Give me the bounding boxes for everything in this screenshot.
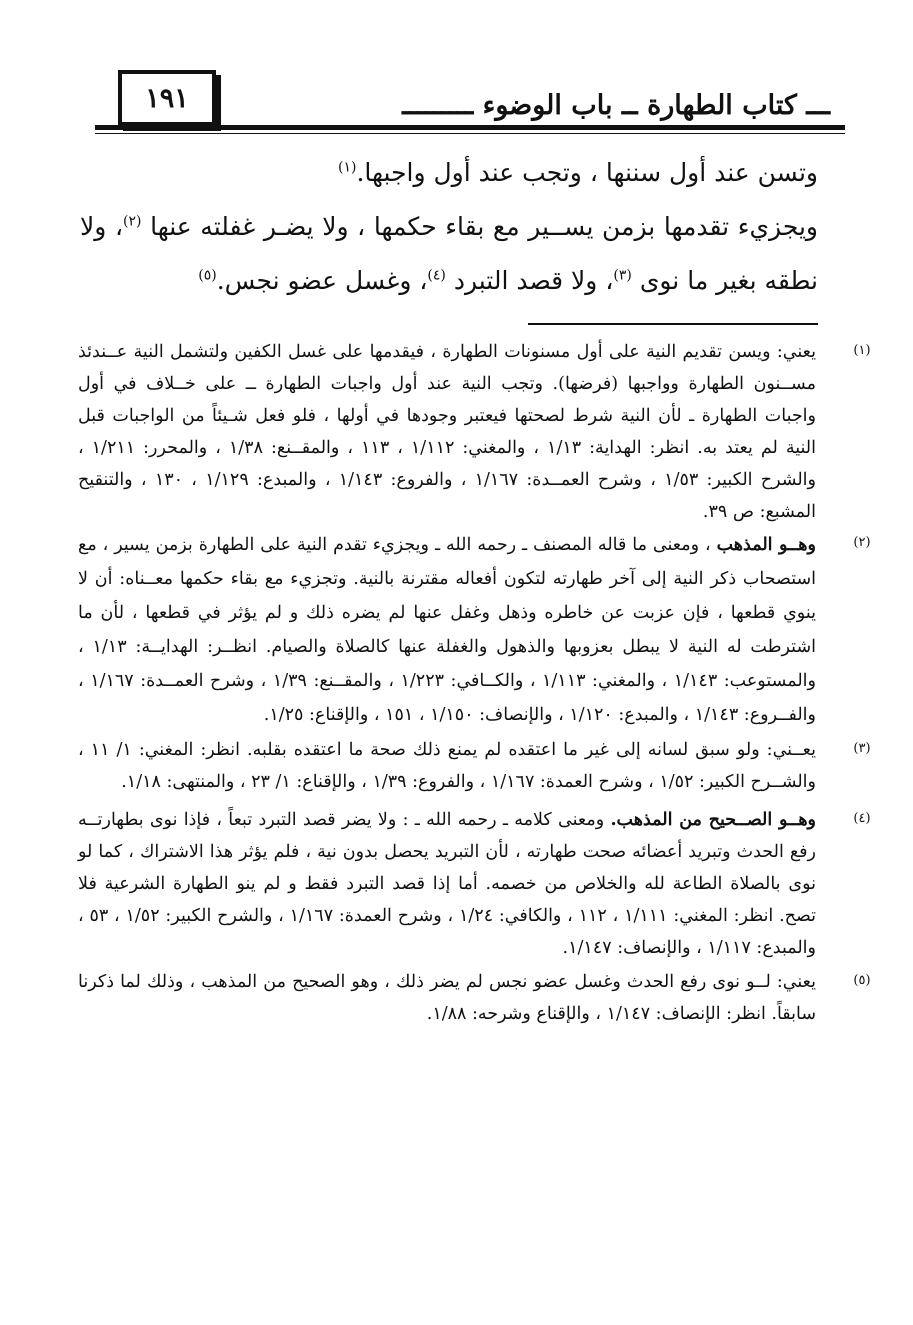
- footnote-marker: (١): [853, 343, 871, 358]
- footnote-marker: (٣): [853, 741, 871, 756]
- footnote-body: ومعنى كلامه ـ رحمه الله ـ : ولا يضر قصد التبرد تبعاً ، فإذا نوى بطهارتــه رفع الحدث وتبريد أعضائه صحت طهارته ، لأن التبريد يحصل بدون نية ، فلم يؤثر هذا الاشتراك ، كما لو نوى بالصلاة الطاعة لله والخلاص من خصمه. أما إذا قصد التبرد فقط و لم ينو الطهارة الشرعية فلا تصح. انظر: المغني: ١/١١١ ، ١١٢ ، والكافي: ١/٢٤ ، وشرح العمدة: ١/١٦٧ ، والشرح الكبير: ١/٥٢ ، ٥٣ ، والمبدع: ١/١١٧ ، والإنصاف: ١/١٤٧.: [78, 810, 816, 958]
- note-ref-3: (٣): [613, 267, 632, 284]
- main-paragraph-2: [80, 200, 818, 308]
- main-text-segment: ، وغسل عضو نجس.: [216, 266, 428, 295]
- main-text-segment: ويجزيء تقدمها بزمن يســير مع بقاء حكمها ، ولا يضـر غفلته عنها: [150, 212, 818, 241]
- footnote-2: [78, 528, 908, 732]
- note-ref-5: (٥): [198, 267, 217, 284]
- running-title: ـــ كتاب الطهارة ــ باب الوضوء ـــــــــ: [402, 90, 830, 121]
- footnote-text: [78, 528, 816, 732]
- page-number-box: [118, 70, 216, 126]
- footnote-text: [78, 734, 816, 798]
- footnote-marker: (٤): [853, 811, 871, 826]
- footnote-body: يعني: لــو نوى رفع الحدث وغسل عضو نجس لم يضر ذلك ، وهو الصحيح من المذهب ، وذلك لما ذكرنا سابقاً. انظر: الإنصاف: ١/١٤٧ ، والإقناع وشرحه: ١/٨٨.: [78, 972, 816, 1024]
- note-ref-2: (٢): [123, 213, 142, 230]
- footnote-separator: [528, 323, 818, 325]
- footnote-3: [78, 734, 908, 798]
- main-text-segment: ، ولا قصد التبرد: [453, 266, 614, 295]
- footnote-body: ، ومعنى ما قاله المصنف ـ رحمه الله ـ ويجزيء تقدم النية على الطهارة بزمن يسير ، مع استصحاب ذكر النية إلى آخر طهارته لتكون أفعاله مقترنة بالنية. وتجزيء مع بقاء حكمها معــناه: أن لا ينوي قطعها ، فإن عزبت عن خاطره وذهل وغفل عنها لم يضره ذلك و لم يؤثر في قطعها ، لأن ما اشترطت له النية لا يبطل بعزوبها والذهول والغفلة عنها كالصلاة والصيام. انظــر: الهدايــة: ١/١٣ ، والمستوعب: ١/١٤٣ ، والمغني: ١/١١٣ ، والكــافي: ١/٢٢٣ ، والمقــنع: ١/٣٩ ، وشرح العمــدة: ١/١٦٧ ، والفــروع: ١/١٤٣ ، والمبدع: ١/١٢٠ ، والإنصاف: ١/١٥٠ ، ١٥١ ، والإقناع: ١/٢٥.: [78, 535, 816, 725]
- footnote-text: [78, 336, 816, 528]
- footnote-1: [78, 336, 908, 528]
- footnote-bold-lead: وهــو المذهب: [716, 535, 816, 555]
- main-text: [80, 146, 818, 308]
- footnote-marker: (٢): [853, 535, 871, 550]
- footnote-body: يعــني: ولو سبق لسانه إلى غير ما اعتقده لم يمنع ذلك صحة ما اعتقده بقلبه. انظر: المغني: ١/ ١١ ، والشــرح الكبير: ١/٥٢ ، وشرح العمدة: ١/١٦٧ ، والفروع: ١/٣٩ ، والإقناع: ١/ ٢٣ ، والمنتهى: ١/١٨.: [78, 740, 816, 792]
- footnote-4: [78, 804, 908, 964]
- footnote-text: [78, 966, 816, 1030]
- page-number: ١٩١: [145, 82, 189, 114]
- header-rule-thin: [95, 133, 845, 134]
- footnote-text: [78, 804, 816, 964]
- header-rule-thick: [95, 125, 845, 130]
- main-text-line: وتسن عند أول سننها ، وتجب عند أول واجبها.: [356, 158, 818, 187]
- footnote-body: يعني: ويسن تقديم النية على أول مسنونات الطهارة ، فيقدمها على غسل الكفين ولتشمل النية عــندئذ مســنون الطهارة وواجبها (فرضها). وتجب النية عند أول واجبات الطهارة ــ على خــلاف في أول واجبات الطهارة ـ لأن النية شرط لصحتها فيعتبر وجودها في أولها ، فلو فعل شـيئاً من الواجبات قبل النية لم يعتد به. انظر: الهداية: ١/١٣ ، والمغني: ١/١١٢ ، ١١٣ ، والمقــنع: ١/٣٨ ، والمحرر: ١/٢١١ ، والشرح الكبير: ١/٥٣ ، وشرح العمــدة: ١/١٦٧ ، والفروع: ١/١٤٣ ، والمبدع: ١/١٢٩ ، ١٣٠ ، والتنقيح المشبع: ص ٣٩.: [78, 342, 816, 522]
- footnote-5: [78, 966, 908, 1030]
- footnotes: [78, 336, 908, 1030]
- main-text-segment: ، ولا نطقه بغير ما نوى: [80, 212, 818, 295]
- footnote-marker: (٥): [853, 973, 871, 988]
- note-ref-1: (١): [337, 159, 357, 176]
- footnote-bold-lead: وهــو الصــحيح من المذهب.: [610, 810, 816, 830]
- note-ref-4: (٤): [427, 267, 446, 284]
- main-paragraph-1: [80, 146, 818, 200]
